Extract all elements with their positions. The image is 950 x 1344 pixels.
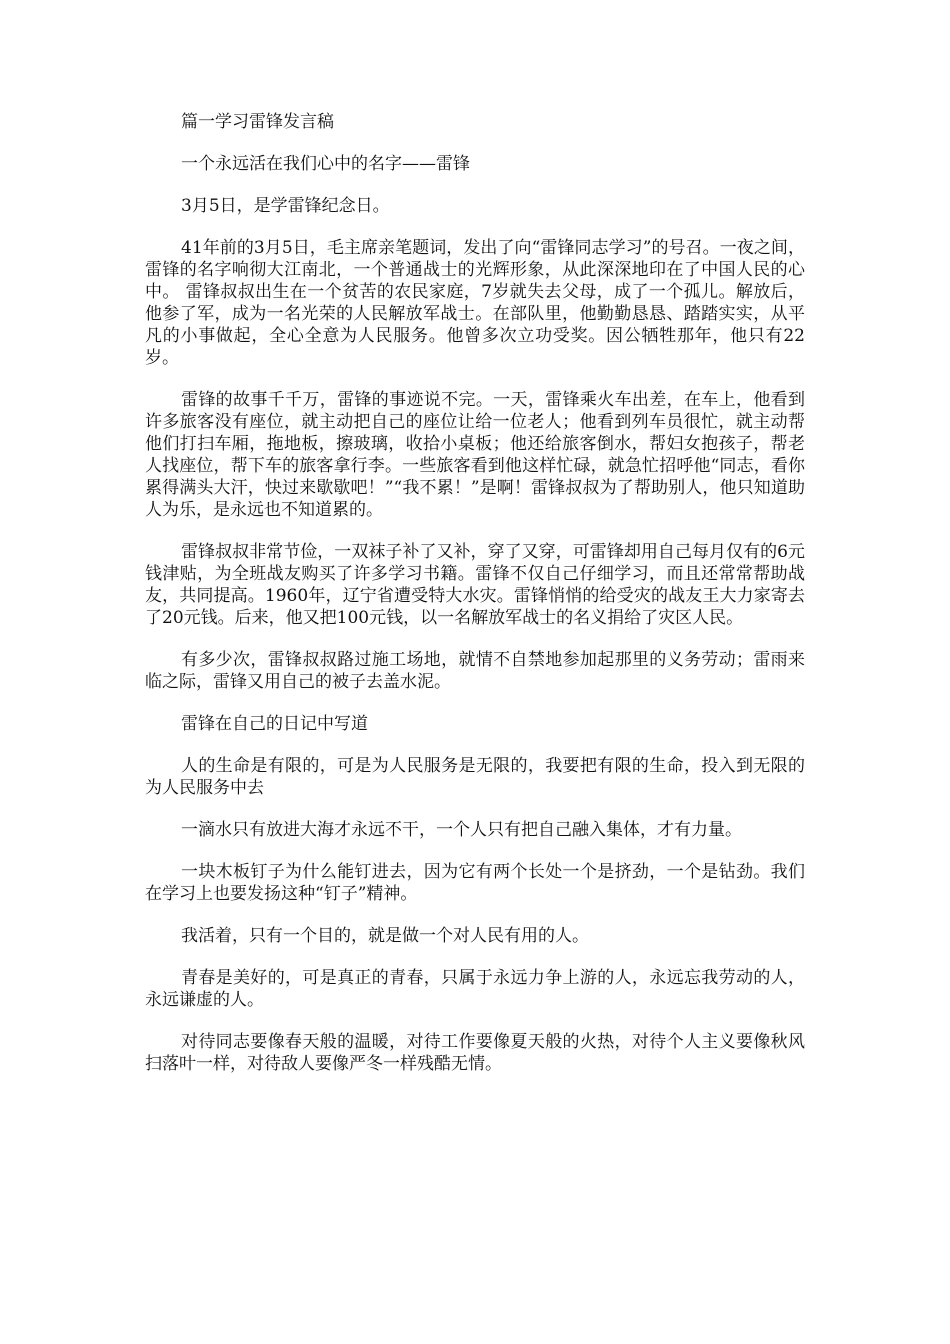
paragraph-diary-quote-nail: 一块木板钉子为什么能钉进去，因为它有两个长处一个是挤劲，一个是钻劲。我们在学习上也要发扬这种“钉子”精神。 [145, 862, 805, 904]
paragraph-diary-intro: 雷锋在自己的日记中写道 [181, 714, 368, 734]
paragraph-diary-quote-purpose: 我活着，只有一个目的，就是做一个对人民有用的人。 [181, 926, 589, 946]
paragraph-volunteer-labor: 有多少次，雷锋叔叔路过施工场地，就情不自禁地参加起那里的义务劳动；雷雨来临之际，雷锋又用自己的被子去盖水泥。 [145, 650, 805, 692]
document-body [145, 111, 805, 1095]
paragraph-diary-quote-water: 一滴水只有放进大海才永远不干，一个人只有把自己融入集体，才有力量。 [181, 820, 742, 840]
paragraph-commemoration-day: 3月5日，是学雷锋纪念日。 [181, 196, 390, 216]
paragraph-inscription-history: 41年前的3月5日，毛主席亲笔题词，发出了向“雷锋同志学习”的号召。一夜之间，雷锋的名字响彻大江南北，一个普通战士的光辉形象，从此深深地印在了中国人民的心中。 雷锋叔叔出生在一个贫苦的农民家庭，7岁就失去父母，成了一个孤儿。解放后，他参了军，成为一名光荣的人民解放军战士。在部队里，他勤勤恳恳、踏踏实实，从平凡的小事做起，全心全意为人民服务。他曾多次立功受奖。因公牺牲那年，他只有22岁。 [145, 238, 805, 368]
paragraph-diary-quote-seasons: 对待同志要像春天般的温暖，对待工作要像夏天般的火热，对待个人主义要像秋风扫落叶一样，对待敌人要像严冬一样残酷无情。 [145, 1032, 805, 1074]
document-subtitle: 一个永远活在我们心中的名字——雷锋 [181, 154, 470, 174]
paragraph-train-story: 雷锋的故事千千万，雷锋的事迹说不完。一天，雷锋乘火车出差，在车上，他看到许多旅客没有座位，就主动把自己的座位让给一位老人；他看到列车员很忙，就主动帮他们打扫车厢，拖地板，擦玻璃，收拾小桌板；他还给旅客倒水，帮妇女抱孩子，帮老人找座位，帮下车的旅客拿行李。一些旅客看到他这样忙碌，就急忙招呼他“同志，看你累得满头大汗，快过来歇歇吧！”“我不累！”是啊！雷锋叔叔为了帮助别人，他只知道助人为乐，是永远也不知道累的。 [145, 390, 805, 520]
paragraph-diary-quote-youth: 青春是美好的，可是真正的青春，只属于永远力争上游的人，永远忘我劳动的人，永远谦虚的人。 [145, 968, 805, 1010]
paragraph-frugality: 雷锋叔叔非常节俭，一双袜子补了又补，穿了又穿，可雷锋却用自己每月仅有的6元钱津贴，为全班战友购买了许多学习书籍。雷锋不仅自己仔细学习，而且还常常帮助战友，共同提高。1960年，辽宁省遭受特大水灾。雷锋悄悄的给受灾的战友王大力家寄去了20元钱。后来，他又把100元钱，以一名解放军战士的名义捐给了灾区人民。 [145, 542, 805, 628]
paragraph-diary-quote-life: 人的生命是有限的，可是为人民服务是无限的，我要把有限的生命，投入到无限的为人民服务中去 [145, 756, 805, 798]
document-title: 篇一学习雷锋发言稿 [181, 112, 334, 132]
